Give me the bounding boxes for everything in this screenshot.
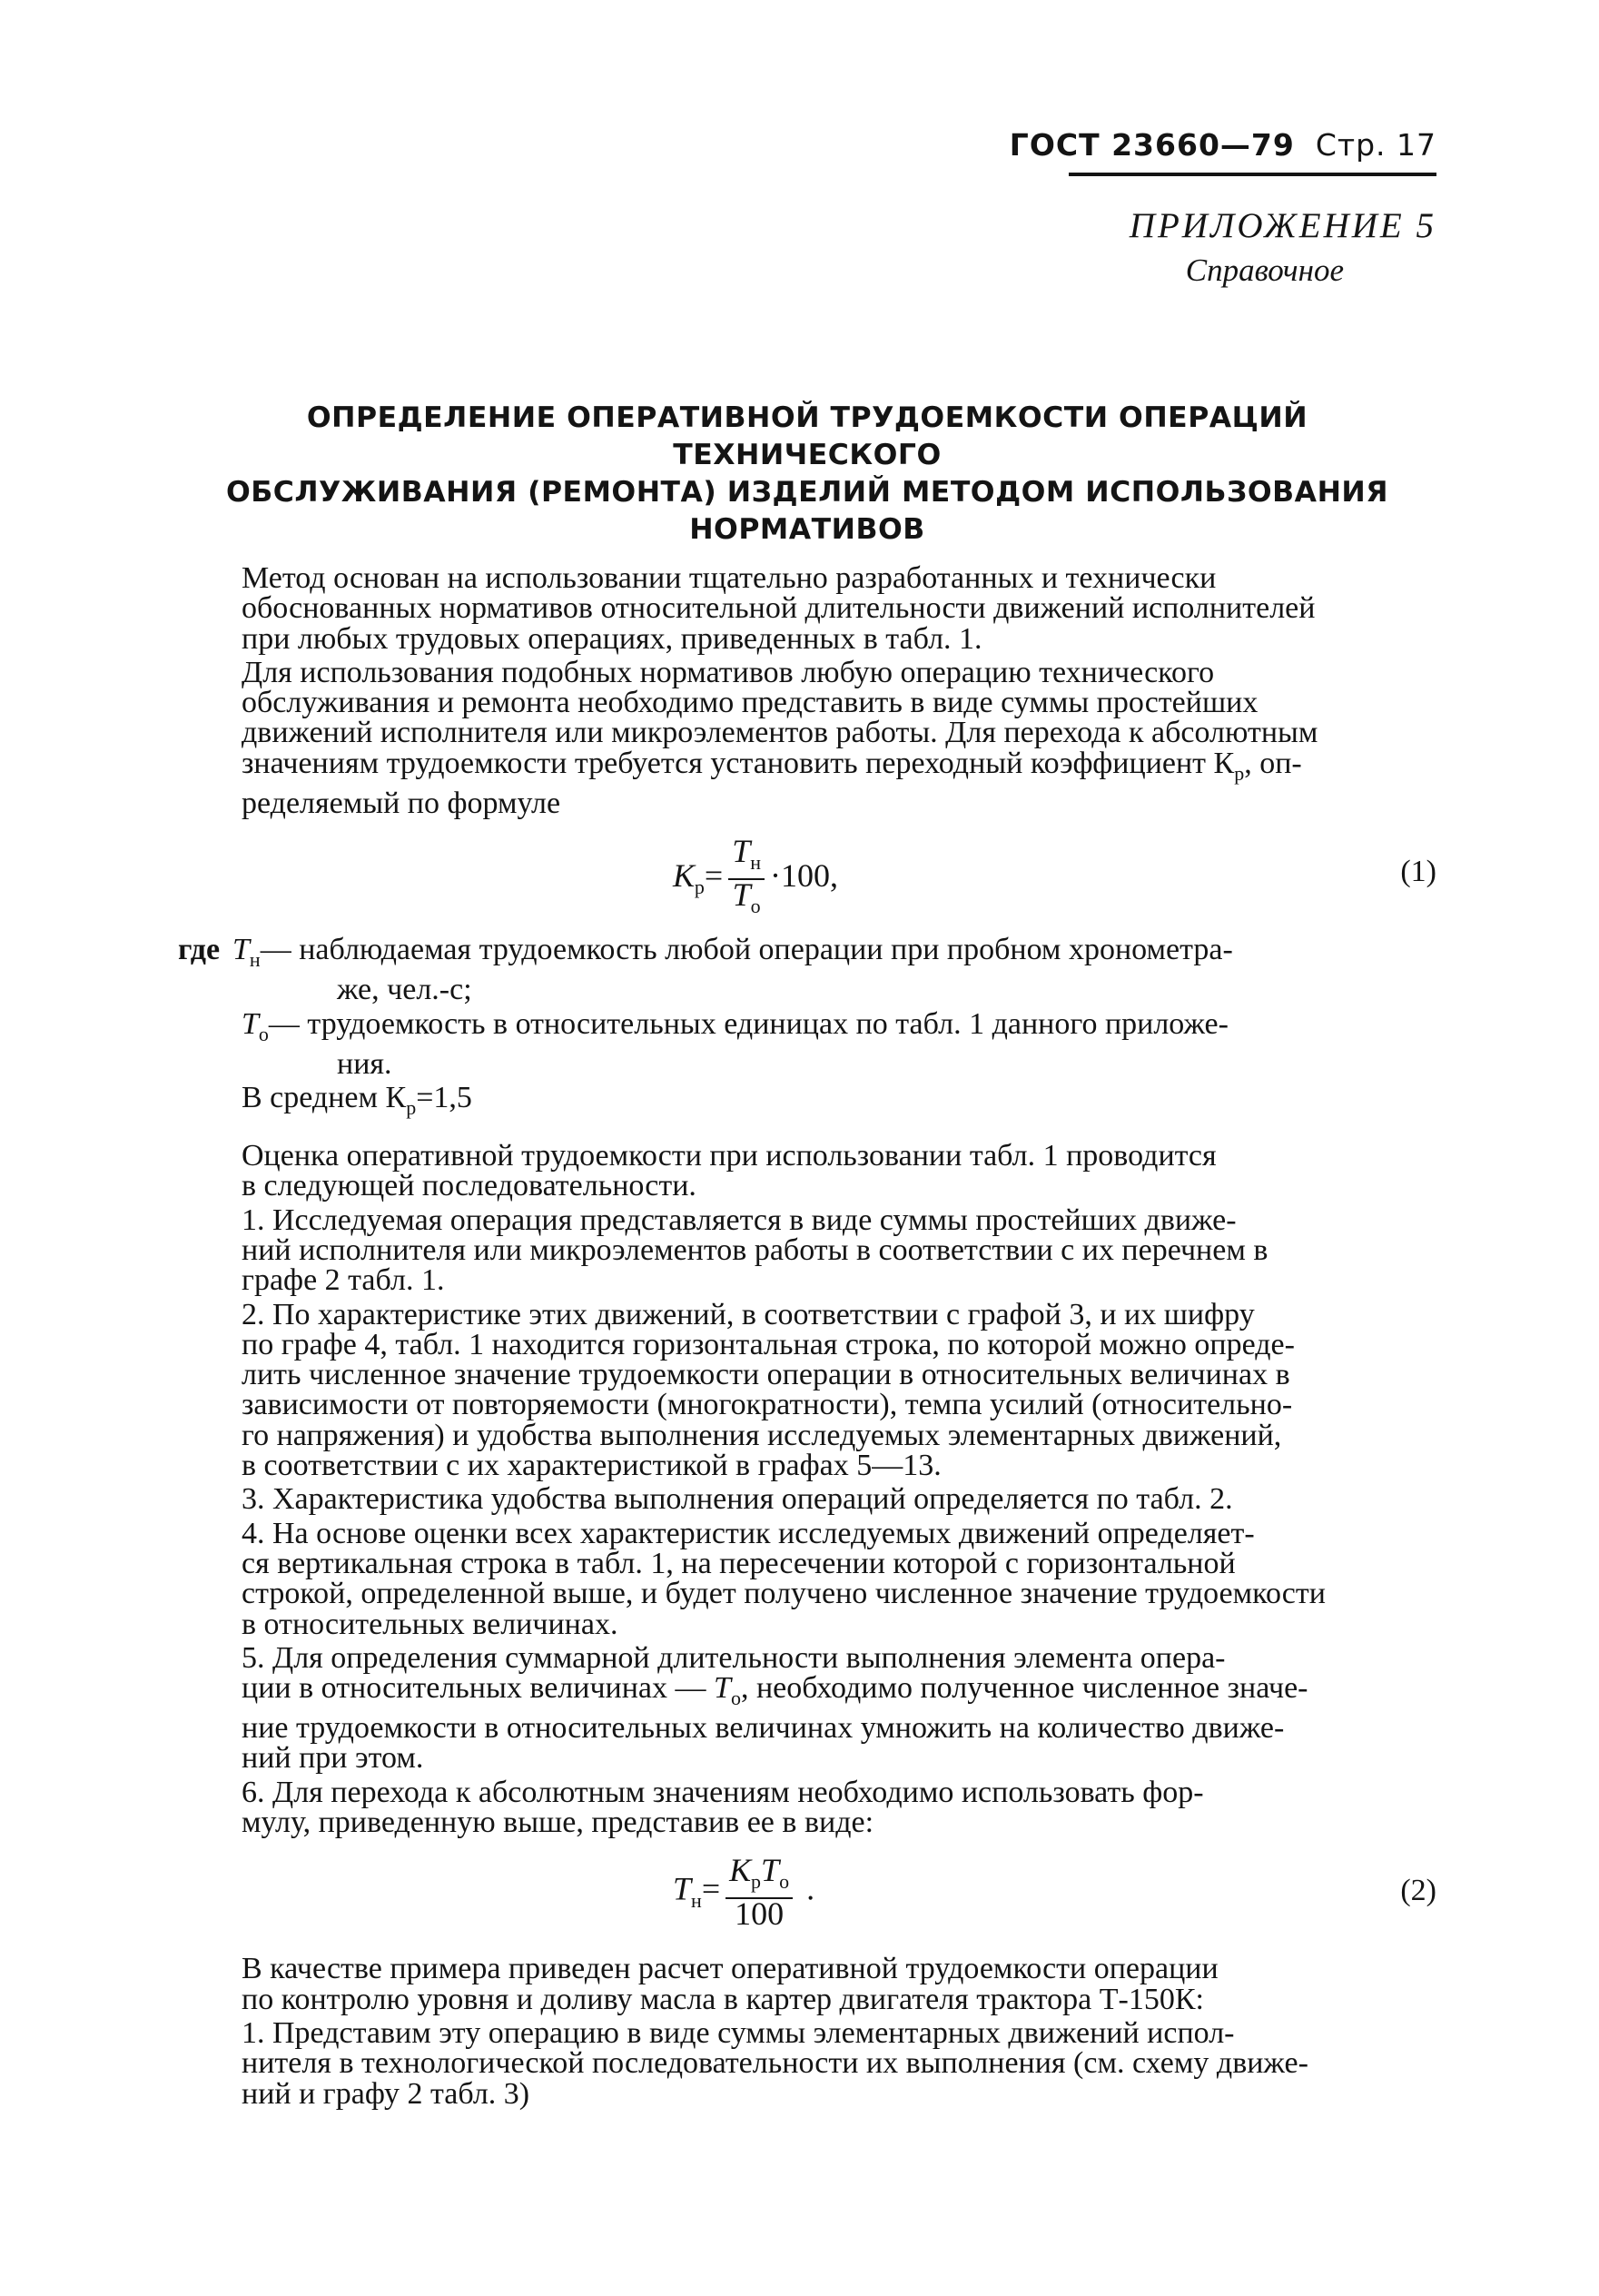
text-line: мулу, приведенную выше, представив ее в виде:	[242, 1806, 874, 1840]
definition-symbol	[232, 935, 261, 975]
text-line	[178, 748, 1436, 788]
text-line: в соответствии с их характеристикой в графах 5—13.	[242, 1449, 942, 1483]
paragraph-step-5	[178, 1640, 1436, 1776]
text-fragment: значениям трудоемкости требуется установить переходный коэффициент К	[242, 746, 1235, 780]
text-line: ние трудоемкости в относительных величинах умножить на количество движе-	[242, 1711, 1285, 1746]
text-line: 1. Исследуемая операция представляется в виде суммы простейших движе-	[242, 1202, 1237, 1237]
subscript: о	[750, 894, 761, 917]
formula-number: (2)	[1400, 1874, 1436, 1908]
subscript: р	[694, 876, 705, 899]
text-line: ний и графу 2 табл. 3)	[242, 2076, 530, 2111]
title-line: НОРМАТИВОВ	[689, 513, 925, 546]
subscript: р	[406, 1095, 417, 1119]
paragraph-usage	[178, 655, 1436, 820]
text-line: в относительных величинах.	[242, 1607, 618, 1641]
definition-text: — трудоемкость в относительных единицах по табл. 1 данного приложе-	[268, 1006, 1229, 1041]
definition-text: — наблюдаемая трудоемкость любой операции при пробном хронометра-	[260, 933, 1233, 967]
denominator: 100	[735, 1895, 785, 1932]
formula-symbol: Т	[761, 1852, 780, 1889]
formula-symbol: Т	[714, 1671, 731, 1706]
document-body	[178, 563, 1436, 2113]
formula-tail: .	[806, 1871, 815, 1908]
formula-number: (1)	[1400, 855, 1436, 889]
paragraph-step-1	[178, 1202, 1436, 1298]
text-line: по графе 4, табл. 1 находится горизонтальная строка, по которой можно опреде-	[242, 1327, 1295, 1361]
formula-symbol: Т	[732, 833, 751, 870]
equals-sign: =	[704, 856, 724, 894]
paragraph-example-step-1	[178, 2015, 1436, 2111]
text-line: обслуживания и ремонта необходимо представить в виде суммы простейших	[242, 686, 1258, 720]
text-line	[178, 1673, 1436, 1713]
text-line: ределяемый по формуле	[242, 786, 561, 820]
page-number: Стр. 17	[1315, 127, 1436, 163]
page-header	[892, 127, 1436, 163]
text-line: в следующей последовательности.	[242, 1169, 696, 1203]
text-line: 6. Для перехода к абсолютным значениям необходимо использовать фор-	[242, 1775, 1204, 1809]
definition-continuation: ния.	[337, 1046, 392, 1081]
text-line: зависимости от повторяемости (многократности), темпа усилий (относительно-	[242, 1388, 1293, 1422]
text-line: 2. По характеристике этих движений, в соответствии с графой 3, и их шифру	[242, 1297, 1255, 1331]
subscript: о	[258, 1022, 269, 1045]
text-line: движений исполнителя или микроэлементов работы. Для перехода к абсолютным	[242, 716, 1318, 750]
text-line: 5. Для определения суммарной длительности выполнения элемента опера-	[242, 1640, 1226, 1675]
formula-symbol: Т	[242, 1006, 259, 1041]
subscript: н	[249, 947, 261, 971]
paragraph-assessment	[178, 1141, 1436, 1202]
formula-symbol: Т	[673, 1871, 692, 1908]
subscript: о	[730, 1686, 741, 1709]
where-label: где	[178, 933, 221, 967]
paragraph-example	[178, 1954, 1436, 2014]
paragraph-step-3	[178, 1482, 1436, 1517]
text-line: ний исполнителя или микроэлементов работы в соответствии с их перечнем в	[242, 1232, 1268, 1267]
text-fragment: , необходимо полученное численное значе-	[740, 1671, 1308, 1706]
paragraph-step-4	[178, 1516, 1436, 1641]
text-fragment: , оп-	[1244, 746, 1302, 780]
appendix-title: ПРИЛОЖЕНИЕ 5	[1129, 206, 1436, 245]
denominator	[728, 876, 765, 921]
text-line: Для использования подобных нормативов любую операцию технического	[242, 655, 1215, 689]
definition-continuation: же, чел.-с;	[337, 973, 472, 1007]
average-value	[178, 1080, 1436, 1123]
text-fragment: В среднем К	[242, 1080, 407, 1114]
text-line: нителя в технологической последовательности их выполнения (см. схему движе-	[242, 2046, 1308, 2081]
title-line: ОПРЕДЕЛЕНИЕ ОПЕРАТИВНОЙ ТРУДОЕМКОСТИ ОПЕРАЦИЙ ТЕХНИЧЕСКОГО	[306, 401, 1308, 471]
formula-symbol: К	[729, 1852, 752, 1889]
gost-number: ГОСТ 23660—79	[1009, 127, 1295, 163]
text-line: го напряжения) и удобства выполнения исследуемых элементарных движений,	[242, 1418, 1282, 1452]
formula-2	[178, 1843, 1436, 1950]
numerator	[725, 1852, 793, 1898]
text-line: графе 2 табл. 1.	[242, 1263, 445, 1298]
formula-1	[178, 824, 1436, 931]
subscript: н	[691, 1889, 702, 1913]
document-title	[178, 400, 1436, 549]
subscript: о	[779, 1870, 790, 1894]
text-line: В качестве примера приведен расчет оперативной трудоемкости операции	[242, 1952, 1219, 1986]
text-line: Метод основан на использовании тщательно разработанных и технически	[242, 561, 1217, 595]
text-line: Оценка оперативной трудоемкости при использовании табл. 1 проводится	[242, 1139, 1217, 1173]
equals-sign: =	[701, 1871, 721, 1908]
text-fragment: =1,5	[416, 1080, 472, 1114]
text-line: 3. Характеристика удобства выполнения операций определяется по табл. 2.	[242, 1482, 1233, 1517]
paragraph-method	[178, 563, 1436, 654]
text-line: при любых трудовых операциях, приведенных в табл. 1.	[242, 621, 982, 656]
formula-tail: ·100,	[770, 856, 839, 894]
definition-symbol	[242, 1006, 269, 1045]
document-page	[178, 0, 1436, 2296]
appendix-subtitle: Справочное	[1185, 252, 1344, 288]
subscript: р	[751, 1870, 762, 1894]
text-line: по контролю уровня и доливу масла в картер двигателя трактора Т-150К:	[242, 1982, 1204, 2016]
formula-symbol: Т	[732, 876, 751, 913]
formula-symbol: К	[673, 856, 695, 894]
paragraph-step-6	[178, 1777, 1436, 1838]
text-line: 1. Представим эту операцию в виде суммы элементарных движений испол-	[242, 2015, 1235, 2050]
text-line: лить численное значение трудоемкости операции в относительных величинах в	[242, 1358, 1290, 1392]
text-line: 4. На основе оценки всех характеристик исследуемых движений определяет-	[242, 1516, 1255, 1550]
formula-expression	[673, 833, 839, 921]
subscript: р	[1234, 761, 1245, 785]
title-line: ОБСЛУЖИВАНИЯ (РЕМОНТА) ИЗДЕЛИЙ МЕТОДОМ ИСПОЛЬЗОВАНИЯ	[225, 476, 1389, 509]
numerator	[728, 833, 765, 879]
formula-expression	[673, 1852, 815, 1932]
formula-symbol: Т	[232, 933, 250, 967]
subscript: н	[750, 851, 762, 875]
definition-to	[178, 1006, 1436, 1081]
fraction	[725, 1852, 793, 1932]
fraction	[728, 833, 765, 921]
paragraph-step-2	[178, 1297, 1436, 1483]
header-rule	[1069, 173, 1436, 176]
text-line: обоснованных нормативов относительной длительности движений исполнителей	[242, 591, 1316, 626]
text-line: ся вертикальная строка в табл. 1, на пересечении которой с горизонтальной	[242, 1546, 1236, 1580]
text-line: ний при этом.	[242, 1741, 424, 1776]
text-line: строкой, определенной выше, и будет получено численное значение трудоемкости	[242, 1577, 1326, 1611]
definition-tn	[178, 933, 1436, 1007]
text-fragment: ции в относительных величинах —	[242, 1671, 706, 1706]
